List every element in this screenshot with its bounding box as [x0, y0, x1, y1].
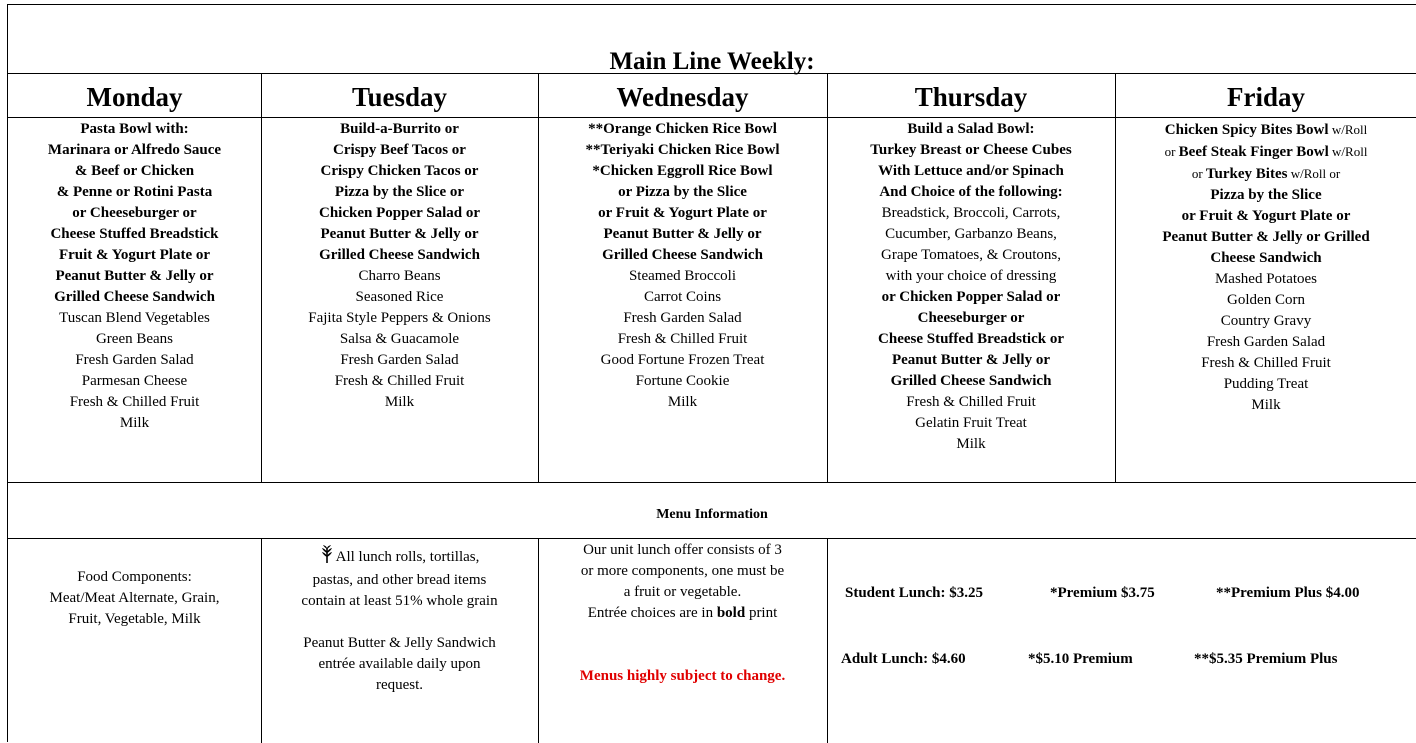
menu-item: Build a Salad Bowl:: [907, 121, 1035, 137]
menu-item: & Beef or Chicken: [74, 163, 195, 179]
offer-line: Our unit lunch offer consists of 3: [583, 542, 782, 558]
food-components-line: Meat/Meat Alternate, Grain,: [49, 590, 220, 606]
divider: [8, 482, 1416, 483]
menu-item: Turkey Breast or Cheese Cubes: [870, 142, 1072, 158]
menu-item: Fajita Style Peppers & Onions: [308, 310, 491, 326]
menu-item-part: w/Roll: [1328, 144, 1368, 159]
whole-grain-line: pastas, and other bread items: [312, 572, 487, 588]
menu-item: [1115, 119, 1416, 141]
menu-item: Fresh Garden Salad: [75, 352, 194, 368]
menu-item: Milk: [1251, 397, 1281, 413]
day-header-monday: Monday: [86, 82, 183, 112]
menu-item: Marinara or Alfredo Sauce: [47, 142, 222, 158]
menu-item: Steamed Broccoli: [628, 268, 737, 284]
menu-wednesday: [538, 119, 827, 413]
menu-item-part: or: [1191, 166, 1206, 181]
menu-item: Country Gravy: [1220, 313, 1312, 329]
wheat-icon: [320, 545, 334, 570]
menu-item: Grilled Cheese Sandwich: [54, 289, 215, 305]
menu-item: Charro Beans: [358, 268, 441, 284]
menu-item: Cheeseburger or: [917, 310, 1025, 326]
menu-thursday: [827, 119, 1115, 455]
menu-item: Milk: [667, 394, 698, 410]
menu-item: **Orange Chicken Rice Bowl: [588, 121, 777, 137]
menu-item: Green Beans: [95, 331, 174, 347]
menu-item: Carrot Coins: [643, 289, 722, 305]
menu-item: Fresh & Chilled Fruit: [69, 394, 200, 410]
student-prices: [845, 585, 1359, 602]
menu-item: Fruit & Yogurt Plate or: [58, 247, 211, 263]
menu-item: Fresh Garden Salad: [623, 310, 742, 326]
day-header-thursday: Thursday: [914, 82, 1028, 112]
whole-grain-line: contain at least 51% whole grain: [301, 593, 498, 609]
menu-item-part: w/Roll or: [1287, 166, 1341, 181]
menu-item: Grilled Cheese Sandwich: [602, 247, 763, 263]
menu-item: Pudding Treat: [1223, 376, 1309, 392]
adult-lunch-price: Adult Lunch: $4.60: [841, 651, 966, 667]
food-components-line: Fruit, Vegetable, Milk: [68, 611, 201, 627]
menu-item: Peanut Butter & Jelly or Grilled: [1162, 229, 1370, 245]
day-header-tuesday: Tuesday: [351, 82, 448, 112]
menu-item: Fresh Garden Salad: [1206, 334, 1326, 350]
whole-grain-line: All lunch rolls, tortillas,: [335, 549, 480, 565]
menu-item: Grilled Cheese Sandwich: [319, 247, 480, 263]
menu-item-part: Turkey Bites: [1205, 166, 1288, 182]
menu-item: Fresh & Chilled Fruit: [617, 331, 748, 347]
menu-item: Fresh & Chilled Fruit: [334, 373, 465, 389]
menu-item: With Lettuce and/or Spinach: [878, 163, 1064, 179]
menu-item: Build-a-Burrito or: [340, 121, 459, 137]
change-note: Menus highly subject to change.: [579, 668, 786, 684]
day-header-friday: Friday: [1227, 82, 1305, 112]
menu-item-part: Chicken Spicy Bites Bowl: [1164, 122, 1329, 138]
offer-line: a fruit or vegetable.: [623, 584, 742, 600]
menu-item: [1115, 163, 1416, 185]
menu-item: or Fruit & Yogurt Plate or: [1181, 208, 1351, 224]
menu-monday: [8, 119, 261, 434]
menu-item: or Fruit & Yogurt Plate or: [598, 205, 767, 221]
menu-item: Pizza by the Slice or: [334, 184, 465, 200]
menu-item: Crispy Chicken Tacos or: [320, 163, 479, 179]
divider: [827, 538, 828, 743]
menu-item: [1115, 141, 1416, 163]
menu-item: or Pizza by the Slice: [618, 184, 747, 200]
food-components-line: Food Components:: [77, 569, 192, 585]
student-premium-price: *Premium $3.75: [1050, 585, 1155, 601]
menu-item: Milk: [119, 415, 150, 431]
menu-item: Cheese Stuffed Breadstick: [50, 226, 219, 242]
menu-table: [7, 4, 1416, 742]
adult-prices: [841, 651, 1337, 668]
menu-item-part: Beef Steak Finger Bowl: [1178, 144, 1329, 160]
menu-item: Mashed Potatoes: [1214, 271, 1318, 287]
menu-item: Milk: [384, 394, 415, 410]
menu-item: Peanut Butter & Jelly or: [55, 268, 214, 284]
pbj-line: entrée available daily upon: [318, 656, 481, 672]
whole-grain-note: [261, 545, 538, 696]
menu-item: *Chicken Eggroll Rice Bowl: [592, 163, 773, 179]
divider: [8, 538, 1416, 539]
menu-friday: [1115, 119, 1416, 416]
menu-item: Parmesan Cheese: [81, 373, 188, 389]
divider: [8, 73, 1416, 74]
menu-item: Fresh & Chilled Fruit: [906, 394, 1036, 410]
menu-item: Cucumber, Garbanzo Beans,: [885, 226, 1057, 242]
menu-item: Tuscan Blend Vegetables: [59, 310, 210, 326]
menu-item: Fortune Cookie: [635, 373, 730, 389]
student-lunch-price: Student Lunch: $3.25: [845, 585, 983, 601]
menu-item: Crispy Beef Tacos or: [333, 142, 466, 158]
menu-item: Cheese Sandwich: [1210, 250, 1322, 266]
menu-item: Breadstick, Broccoli, Carrots,: [881, 205, 1061, 221]
menu-item: or Cheeseburger or: [72, 205, 197, 221]
menu-item: Grilled Cheese Sandwich: [890, 373, 1052, 389]
menu-item-part: w/Roll: [1328, 122, 1368, 137]
adult-premium-price: *$5.10 Premium: [1028, 651, 1133, 667]
menu-tuesday: [261, 119, 538, 413]
menu-item: Chicken Popper Salad or: [319, 205, 480, 221]
menu-item: Fresh & Chilled Fruit: [1201, 355, 1331, 371]
offer-note: [538, 540, 827, 687]
menu-item: Peanut Butter & Jelly or: [320, 226, 479, 242]
menu-item: Pasta Bowl with:: [80, 121, 189, 137]
menu-item: Salsa & Guacamole: [339, 331, 460, 347]
day-header-wednesday: Wednesday: [616, 82, 749, 112]
menu-item: Peanut Butter & Jelly or: [603, 226, 762, 242]
menu-item: **Teriyaki Chicken Rice Bowl: [585, 142, 780, 158]
student-premium-plus-price: **Premium Plus $4.00: [1216, 585, 1360, 601]
menu-item: Good Fortune Frozen Treat: [600, 352, 765, 368]
pbj-line: request.: [375, 677, 424, 693]
menu-item: Golden Corn: [1227, 292, 1305, 308]
menu-item: And Choice of the following:: [879, 184, 1063, 200]
menu-item: Fresh Garden Salad: [340, 352, 459, 368]
bold-print-note: Entrée choices are in bold print: [587, 605, 778, 621]
divider: [8, 117, 1416, 118]
menu-item: Milk: [956, 436, 986, 452]
menu-item: with your choice of dressing: [885, 268, 1057, 284]
menu-item: Peanut Butter & Jelly or: [891, 352, 1051, 368]
menu-information-heading: Menu Information: [656, 507, 768, 522]
menu-item: Cheese Stuffed Breadstick or: [878, 331, 1064, 347]
menu-item: Pizza by the Slice: [1210, 187, 1322, 203]
page-title: Main Line Weekly:: [609, 48, 815, 75]
menu-item: & Penne or Rotini Pasta: [56, 184, 213, 200]
adult-premium-plus-price: **$5.35 Premium Plus: [1194, 651, 1338, 667]
menu-item: Gelatin Fruit Treat: [915, 415, 1027, 431]
pbj-line: Peanut Butter & Jelly Sandwich: [303, 635, 496, 651]
menu-item-part: or: [1164, 144, 1179, 159]
menu-item: or Chicken Popper Salad or: [881, 289, 1061, 305]
food-components: [8, 567, 261, 630]
menu-item: Grape Tomatoes, & Croutons,: [881, 247, 1061, 263]
menu-item: Seasoned Rice: [355, 289, 444, 305]
offer-line: or more components, one must be: [580, 563, 785, 579]
